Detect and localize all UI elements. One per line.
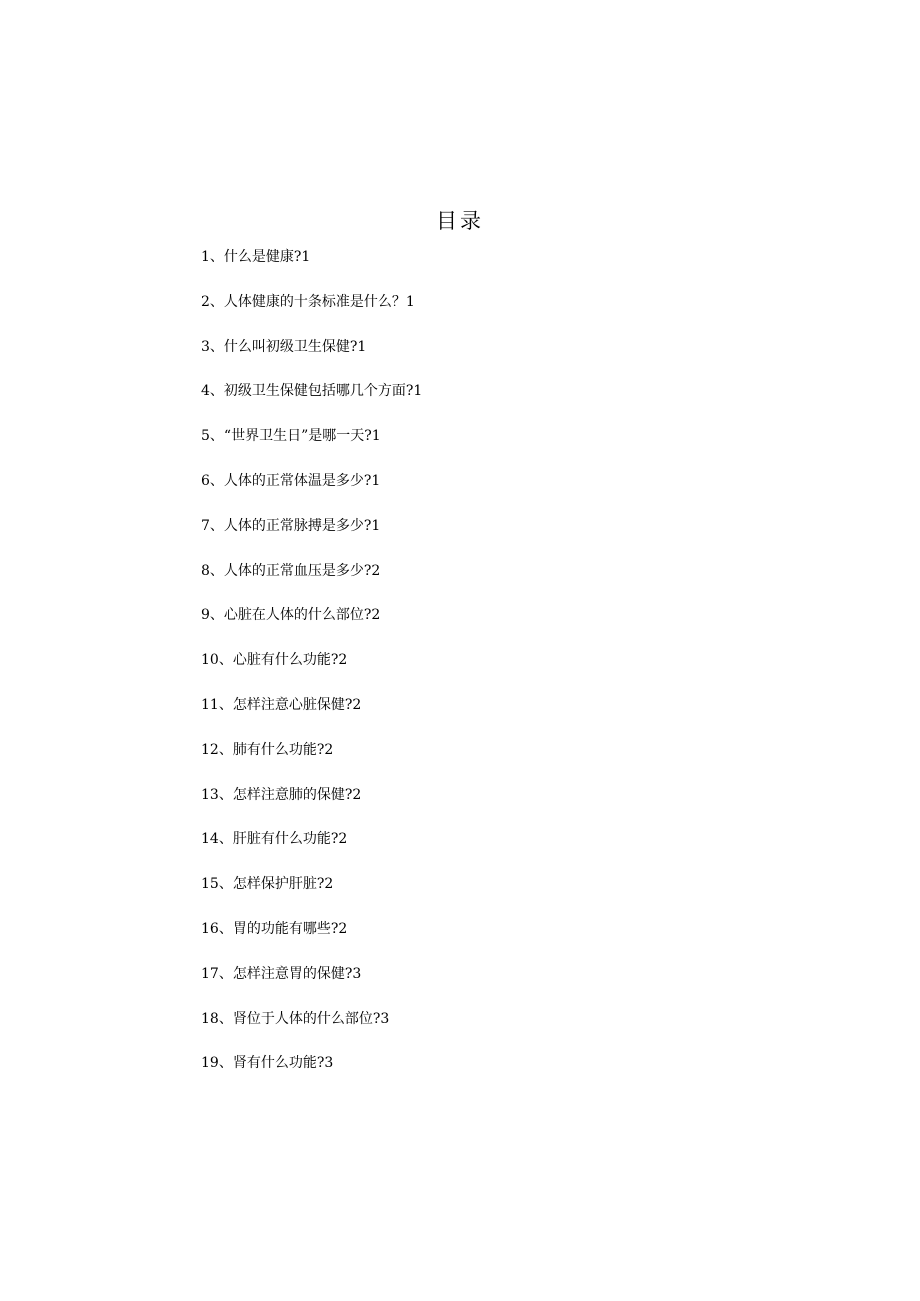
toc-entry-1: 1、什么是健康?1 — [201, 249, 311, 265]
toc-entry-6: 6、人体的正常体温是多少?1 — [201, 472, 381, 489]
toc-entry-13: 13、怎样注意肺的保健?2 — [201, 786, 362, 803]
toc-entry-7: 7、人体的正常脉搏是多少?1 — [201, 517, 381, 534]
toc-entry-16: 16、胃的功能有哪些?2 — [201, 920, 348, 937]
toc-entry-11: 11、怎样注意心脏保健?2 — [201, 696, 362, 713]
toc-entry-10: 10、心脏有什么功能?2 — [201, 652, 348, 669]
toc-entry-18: 18、肾位于人体的什么部位?3 — [201, 1010, 390, 1027]
toc-entry-19: 19、肾有什么功能?3 — [201, 1055, 334, 1072]
toc-title: 目录 — [436, 209, 484, 233]
toc-entry-17: 17、怎样注意胃的保健?3 — [201, 965, 362, 982]
toc-entry-3: 3、什么叫初级卫生保健?1 — [201, 338, 367, 355]
toc-entry-12: 12、肺有什么功能?2 — [201, 741, 334, 758]
toc-entry-5: 5、“世界卫生日”是哪一天?1 — [201, 428, 381, 445]
toc-entry-14: 14、肝脏有什么功能?2 — [201, 831, 348, 848]
toc-list — [201, 245, 422, 1096]
toc-entry-2: 2、人体健康的十条标准是什么？1 — [201, 293, 415, 310]
toc-entry-15: 15、怎样保护肝脏?2 — [201, 876, 334, 893]
toc-entry-8: 8、人体的正常血压是多少?2 — [201, 562, 381, 579]
toc-entry-4: 4、初级卫生保健包括哪几个方面?1 — [201, 383, 423, 400]
toc-entry-9: 9、心脏在人体的什么部位?2 — [201, 607, 381, 624]
